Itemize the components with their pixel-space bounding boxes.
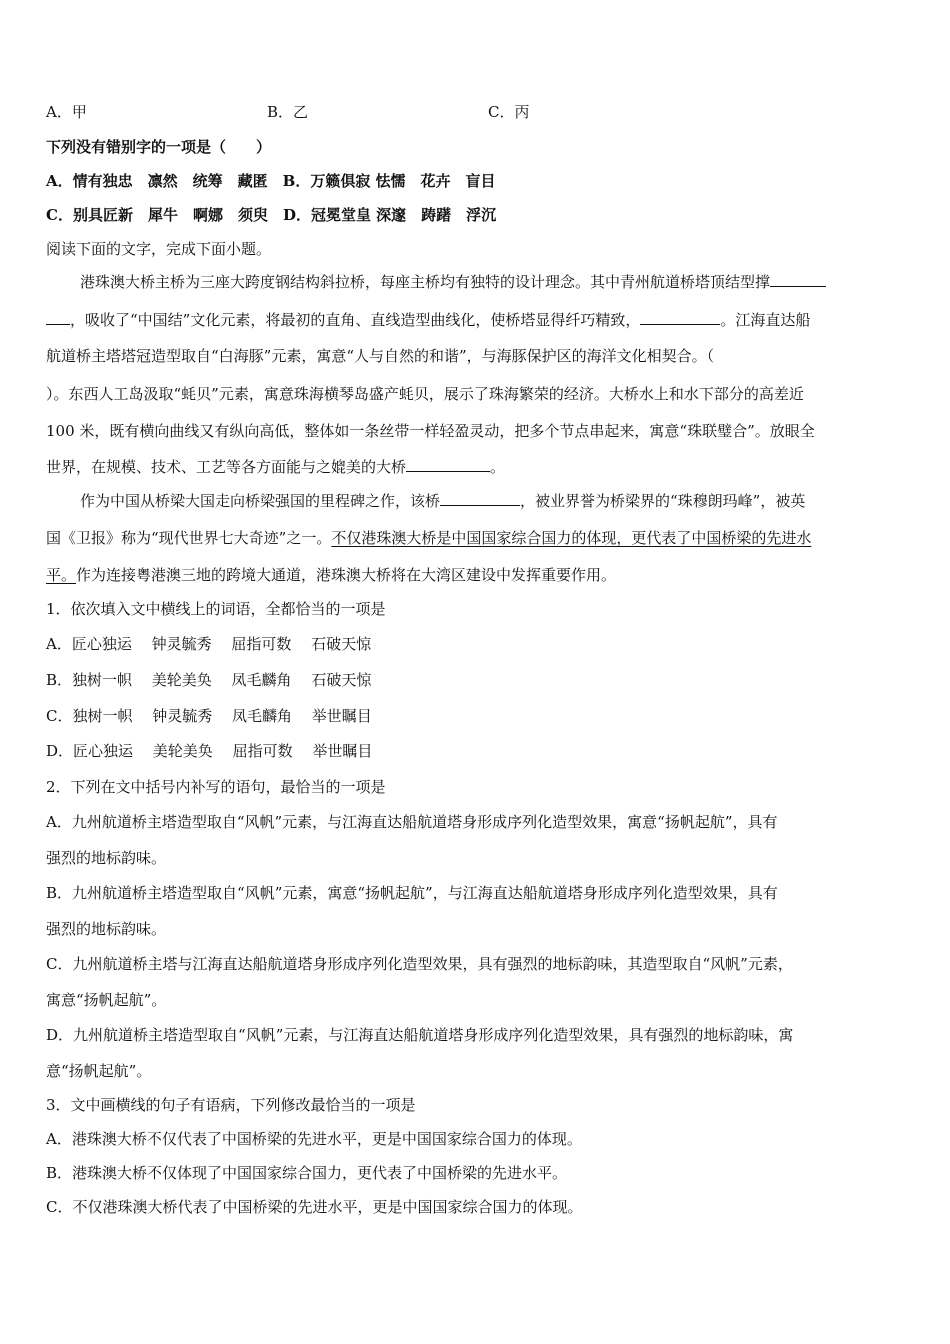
passage-p2-line1 [80, 491, 805, 511]
option-a-jia: A．甲 [46, 103, 87, 121]
q2-option-c-line2: 寓意“扬帆起航”。 [46, 991, 167, 1009]
q2-option-a-line2: 强烈的地标韵味。 [46, 849, 167, 867]
q3-option-b: B．港珠澳大桥不仅体现了中国国家综合国力，更代表了中国桥梁的先进水平。 [46, 1164, 568, 1182]
q1-option-b: B．独树一帜 美轮美奂 凤毛麟角 石破天惊 [46, 671, 372, 689]
typo-options-ab: A．情有独忠 凛然 统筹 藏匿 B．万籁俱寂 怯懦 花卉 盲目 [46, 172, 496, 190]
q3-option-c: C．不仅港珠澳大桥代表了中国桥梁的先进水平，更是中国国家综合国力的体现。 [46, 1198, 583, 1216]
reading-instruction: 阅读下面的文字，完成下面小题。 [46, 240, 272, 258]
fill-blank [406, 457, 490, 472]
q2-option-c-line1: C．九州航道桥主塔与江海直达船航道塔身形成序列化造型效果，具有强烈的地标韵味，其造型取自“风帆”元素， [46, 955, 793, 973]
q2-stem: 2．下列在文中括号内补写的语句，最恰当的一项是 [46, 778, 386, 796]
passage-text: 作为连接粤港澳三地的跨境大通道，港珠澳大桥将在大湾区建设中发挥重要作用。 [76, 566, 617, 584]
q1-option-d: D．匠心独运 美轮美奂 屈指可数 举世瞩目 [46, 742, 373, 760]
passage-p1-line3: 航道桥主塔塔冠造型取自“白海豚”元素，寓意“人与自然的和谐”，与海豚保护区的海洋文化相契合。（ [46, 347, 715, 365]
passage-p1-line2 [46, 310, 810, 330]
underlined-sentence: 不仅港珠澳大桥是中国国家综合国力的体现，更代表了中国桥梁的先进水 [331, 529, 812, 547]
passage-text: 世界，在规模、技术、工艺等各方面能与之媲美的大桥 [46, 458, 407, 476]
q1-option-a: A．匠心独运 钟灵毓秀 屈指可数 石破天惊 [46, 635, 372, 653]
fill-blank [770, 272, 826, 287]
passage-text: 国《卫报》称为“现代世界七大奇迹”之一。 [46, 529, 332, 547]
passage-text: 港珠澳大桥主桥为三座大跨度钢结构斜拉桥，每座主桥均有独特的设计理念。其中青州航道桥塔顶结型撑 [80, 273, 771, 291]
passage-p2-line3 [46, 565, 616, 585]
q2-option-d-line1: D．九州航道桥主塔造型取自“风帆”元素，与江海直达船航道塔身形成序列化造型效果，具有强烈的地标韵味，寓 [46, 1026, 794, 1044]
passage-text: 作为中国从桥梁大国走向桥梁强国的里程碑之作，该桥 [80, 492, 441, 510]
passage-p1-line1 [80, 272, 826, 292]
q2-option-d-line2: 意“扬帆起航”。 [46, 1062, 152, 1080]
fill-blank [440, 491, 520, 506]
passage-p1-line5: 100 米，既有横向曲线又有纵向高低，整体如一条丝带一样轻盈灵动，把多个节点串起来，寓意“珠联璧合”。放眼全 [46, 422, 815, 440]
typo-question-stem: 下列没有错别字的一项是（ ） [46, 138, 272, 156]
fill-blank [640, 310, 720, 325]
q1-option-c: C．独树一帜 钟灵毓秀 凤毛麟角 举世瞩目 [46, 707, 372, 725]
q3-option-a: A．港珠澳大桥不仅代表了中国桥梁的先进水平，更是中国国家综合国力的体现。 [46, 1130, 582, 1148]
q2-option-a-line1: A．九州航道桥主塔造型取自“风帆”元素，与江海直达船航道塔身形成序列化造型效果，寓意“扬帆起航”，具有 [46, 813, 778, 831]
typo-options-cd: C．别具匠新 犀牛 啊娜 须臾 D．冠冕堂皇 深邃 踌躇 浮沉 [46, 206, 497, 224]
fill-blank [46, 310, 70, 325]
option-c-bing: C．丙 [488, 103, 530, 121]
q2-option-b-line1: B．九州航道桥主塔造型取自“风帆”元素，寓意“扬帆起航”，与江海直达船航道塔身形成序列化造型效果，具有 [46, 884, 778, 902]
passage-text: ，被业界誉为桥梁界的“珠穆朗玛峰”，被英 [520, 492, 806, 510]
underlined-sentence: 平。 [46, 566, 77, 584]
passage-text: 。江海直达船 [720, 311, 811, 329]
passage-text: 。 [490, 458, 506, 476]
passage-p1-line4: ）。东西人工岛汲取“蚝贝”元素，寓意珠海横琴岛盛产蚝贝，展示了珠海繁荣的经济。大桥水上和水下部分的高差近 [46, 385, 804, 403]
option-b-yi: B．乙 [267, 103, 309, 121]
q3-stem: 3．文中画横线的句子有语病，下列修改最恰当的一项是 [46, 1096, 416, 1114]
passage-text: ，吸收了“中国结”文化元素，将最初的直角、直线造型曲线化，使桥塔显得纤巧精致， [70, 311, 641, 329]
q2-option-b-line2: 强烈的地标韵味。 [46, 920, 167, 938]
passage-p1-line6 [46, 457, 505, 477]
passage-p2-line2 [46, 528, 811, 548]
q1-stem: 1．依次填入文中横线上的词语，全都恰当的一项是 [46, 600, 386, 618]
